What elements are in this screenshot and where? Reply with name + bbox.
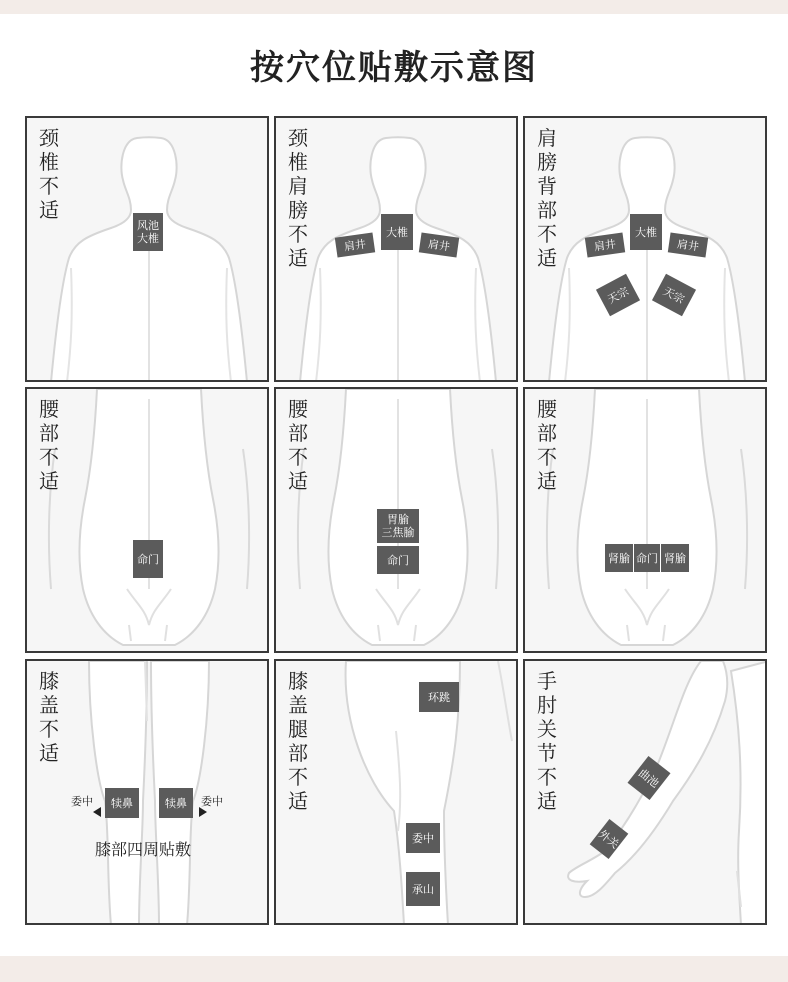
weizhong-label-left: 委中: [71, 795, 93, 808]
panel-neck: [25, 116, 269, 382]
acupoint-patch-quchi: 曲池: [628, 756, 671, 800]
acupoint-patch-dazhui: 大椎: [630, 214, 662, 250]
panel-title: 腰部不适: [288, 397, 308, 493]
acupoint-patch-waiguan: 外关: [590, 819, 629, 859]
panel-knee-leg: [274, 659, 518, 925]
panel-title: 肩膀背部不适: [537, 126, 557, 270]
top-band: [0, 0, 788, 14]
acupoint-patch-fengchi-dazhui: 风池 大椎: [133, 213, 163, 251]
panel-title: 腰部不适: [537, 397, 557, 493]
acupoint-patch-dubi-right: 犊鼻: [159, 788, 193, 818]
acupoint-patch-jianjing-right: 肩井: [419, 232, 459, 257]
back-figure-illustration: [276, 118, 518, 382]
leg-side-illustration: [276, 661, 518, 925]
acupoint-patch-dazhui: 大椎: [381, 214, 413, 250]
acupoint-patch-tianzong-left: 天宗: [596, 274, 640, 316]
panel-waist-3: [523, 387, 767, 653]
weizhong-label-right: 委中: [201, 795, 223, 808]
acupoint-patch-chengshan: 承山: [406, 872, 440, 906]
panel-waist-1: [25, 387, 269, 653]
acupoint-patch-mingmen: 命门: [634, 544, 660, 572]
page-title: 按穴位贴敷示意图: [250, 48, 538, 88]
acupoint-patch-huantiao: 环跳: [419, 682, 459, 712]
acupoint-patch-shenshu-left: 肾腧: [605, 544, 633, 572]
panel-neck-shoulder: [274, 116, 518, 382]
panel-elbow: [523, 659, 767, 925]
back-figure-illustration: [525, 118, 767, 382]
panel-title: 膝盖腿部不适: [288, 669, 308, 813]
acupoint-patch-shenshu-right: 肾腧: [661, 544, 689, 572]
panel-title: 颈椎肩膀不适: [288, 126, 308, 270]
acupoint-patch-weizhong: 委中: [406, 823, 440, 853]
lower-back-illustration: [27, 389, 269, 653]
acupoint-patch-mingmen: 命门: [133, 540, 163, 578]
acupoint-patch-mingmen: 命门: [377, 546, 419, 574]
panel-shoulder-back: [523, 116, 767, 382]
bottom-band: [0, 956, 788, 982]
acupoint-patch-weishu-sanjiaoshu: 胃腧 三焦腧: [377, 509, 419, 543]
legs-illustration: [27, 661, 269, 925]
acupoint-patch-dubi-left: 犊鼻: [105, 788, 139, 818]
panel-waist-2: [274, 387, 518, 653]
arrow-right-icon: [199, 807, 207, 817]
arrow-left-icon: [93, 807, 101, 817]
acupoint-patch-jianjing-right: 肩井: [668, 232, 708, 257]
panel-title: 颈椎不适: [39, 126, 59, 222]
panel-title: 手肘关节不适: [537, 669, 557, 813]
panel-title: 腰部不适: [39, 397, 59, 493]
panel-knee: [25, 659, 269, 925]
panel-title: 膝盖不适: [39, 669, 59, 765]
acupoint-patch-tianzong-right: 天宗: [652, 274, 696, 316]
lower-back-illustration: [525, 389, 767, 653]
acupoint-patch-jianjing-left: 肩井: [585, 232, 625, 257]
knee-caption: 膝部四周贴敷: [95, 840, 192, 859]
acupoint-patch-jianjing-left: 肩井: [335, 232, 375, 257]
